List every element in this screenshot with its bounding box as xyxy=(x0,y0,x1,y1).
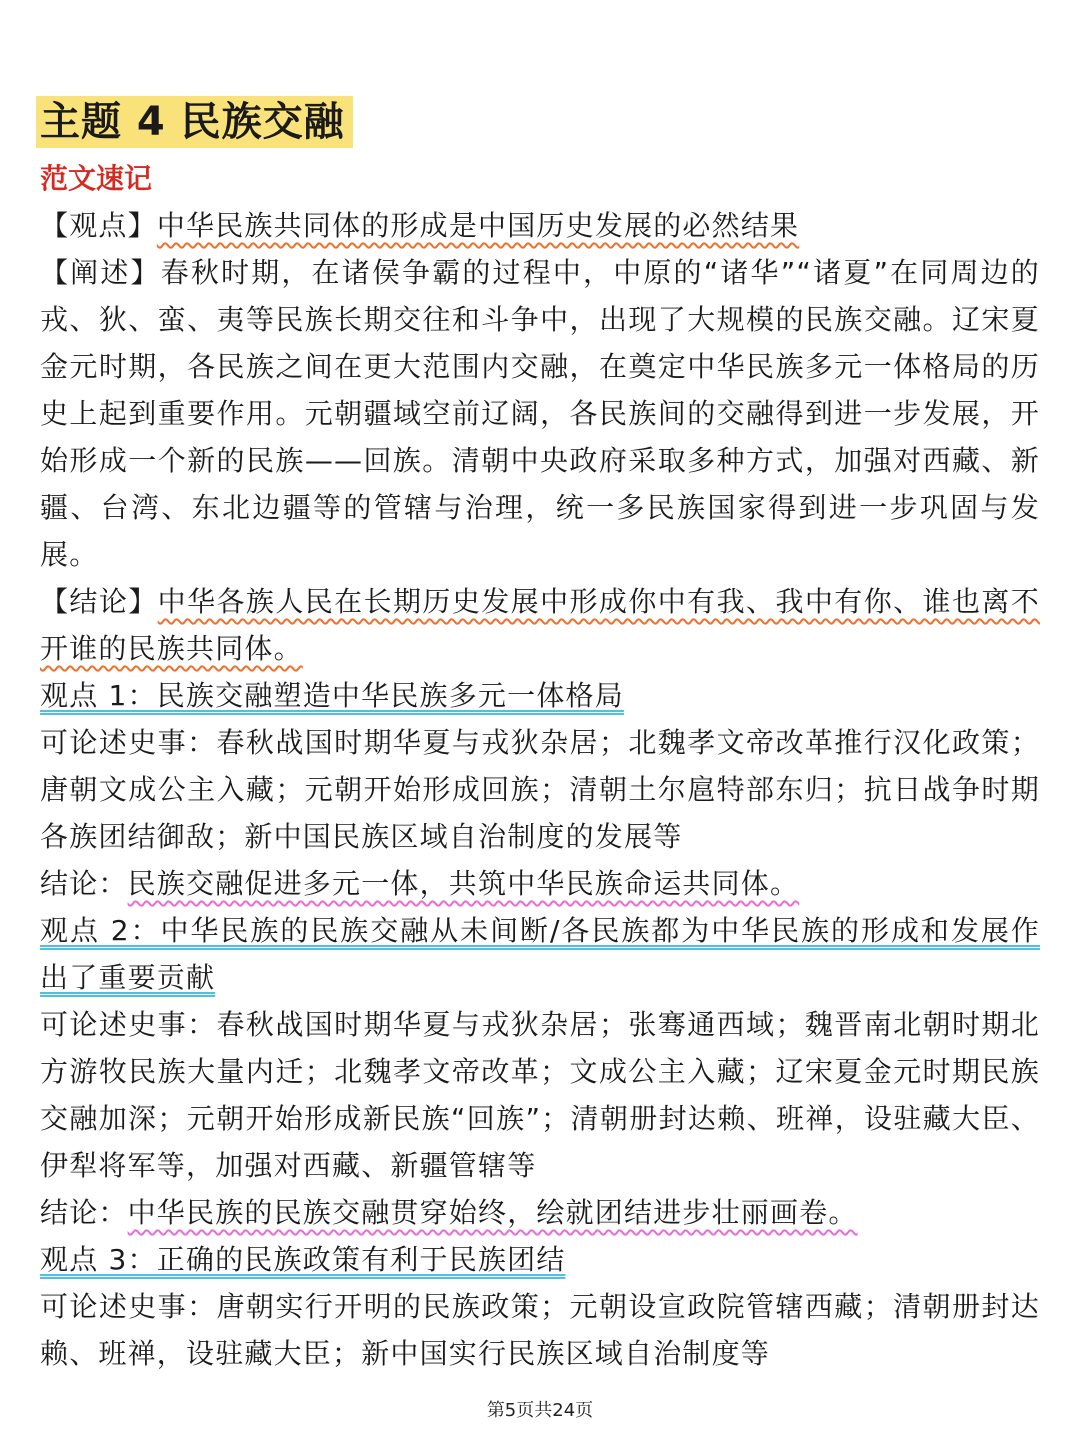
point-3-heading-line xyxy=(40,1236,1040,1283)
viewpoint-text: 中华民族共同体的形成是中国历史发展的必然结果 xyxy=(156,209,800,242)
point-2-facts-label: 可论述史事： xyxy=(40,1008,217,1041)
document-page xyxy=(40,96,1040,1377)
point-1-heading: 观点 1：民族交融塑造中华民族多元一体格局 xyxy=(40,679,624,712)
point-1-facts xyxy=(40,719,1040,860)
point-2-heading: 观点 2：中华民族的民族交融从未间断/各民族都为中华民族的形成和发展作出了重要贡献 xyxy=(40,914,1040,994)
point-2-facts-text: 春秋战国时期华夏与戎狄杂居；张骞通西域；魏晋南北朝时期北方游牧民族大量内迁；北魏孝文帝改革；文成公主入藏；辽宋夏金元时期民族交融加深；元朝开始形成新民族“回族”；清朝册封达赖、班禅，设驻藏大臣、伊犁将军等，加强对西藏、新疆管辖等 xyxy=(40,1008,1040,1182)
section-subtitle: 范文速记 xyxy=(40,162,153,195)
conclusion-text: 中华各族人民在长期历史发展中形成你中有我、我中有你、谁也离不开谁的民族共同体。 xyxy=(40,585,1040,665)
elaboration-text: 春秋时期，在诸侯争霸的过程中，中原的“诸华”“诸夏”在同周边的戎、狄、蛮、夷等民族长期交往和斗争中，出现了大规模的民族交融。辽宋夏金元时期，各民族之间在更大范围内交融，在奠定中华民族多元一体格局的历史上起到重要作用。元朝疆域空前辽阔，各民族间的交融得到进一步发展，开始形成一个新的民族——回族。清朝中央政府采取多种方式，加强对西藏、新疆、台湾、东北边疆等的管辖与治理，统一多民族国家得到进一步巩固与发展。 xyxy=(40,256,1040,571)
point-3-heading: 观点 3：正确的民族政策有利于民族团结 xyxy=(40,1243,566,1276)
point-1-conclusion xyxy=(40,860,1040,907)
point-2-facts xyxy=(40,1001,1040,1189)
page-title: 主题 4 民族交融 xyxy=(36,96,353,148)
elaboration-paragraph xyxy=(40,249,1040,578)
point-2-conclusion-label: 结论： xyxy=(40,1196,128,1229)
point-3-facts-label: 可论述史事： xyxy=(40,1290,217,1323)
conclusion-paragraph xyxy=(40,578,1040,672)
point-1-facts-label: 可论述史事： xyxy=(40,726,217,759)
point-2-conclusion xyxy=(40,1189,1040,1236)
point-1-conclusion-label: 结论： xyxy=(40,867,128,900)
point-3-facts-text: 唐朝实行开明的民族政策；元朝设宣政院管辖西藏；清朝册封达赖、班禅，设驻藏大臣；新中国实行民族区域自治制度等 xyxy=(40,1290,1040,1370)
point-3-facts xyxy=(40,1283,1040,1377)
point-2-conclusion-text: 中华民族的民族交融贯穿始终，绘就团结进步壮丽画卷。 xyxy=(127,1196,858,1229)
point-1-heading-line xyxy=(40,672,1040,719)
point-1-conclusion-text: 民族交融促进多元一体，共筑中华民族命运共同体。 xyxy=(127,867,800,900)
viewpoint-paragraph xyxy=(40,202,1040,249)
point-1-facts-text: 春秋战国时期华夏与戎狄杂居；北魏孝文帝改革推行汉化政策；唐朝文成公主入藏；元朝开始形成回族；清朝土尔扈特部东归；抗日战争时期各族团结御敌；新中国民族区域自治制度的发展等 xyxy=(40,726,1040,853)
page-number: 第5页共24页 xyxy=(486,1400,594,1421)
viewpoint-tag: 【观点】 xyxy=(40,209,157,242)
elaboration-tag: 【阐述】 xyxy=(40,256,161,289)
conclusion-tag: 【结论】 xyxy=(40,585,158,618)
point-2-heading-line xyxy=(40,907,1040,1001)
